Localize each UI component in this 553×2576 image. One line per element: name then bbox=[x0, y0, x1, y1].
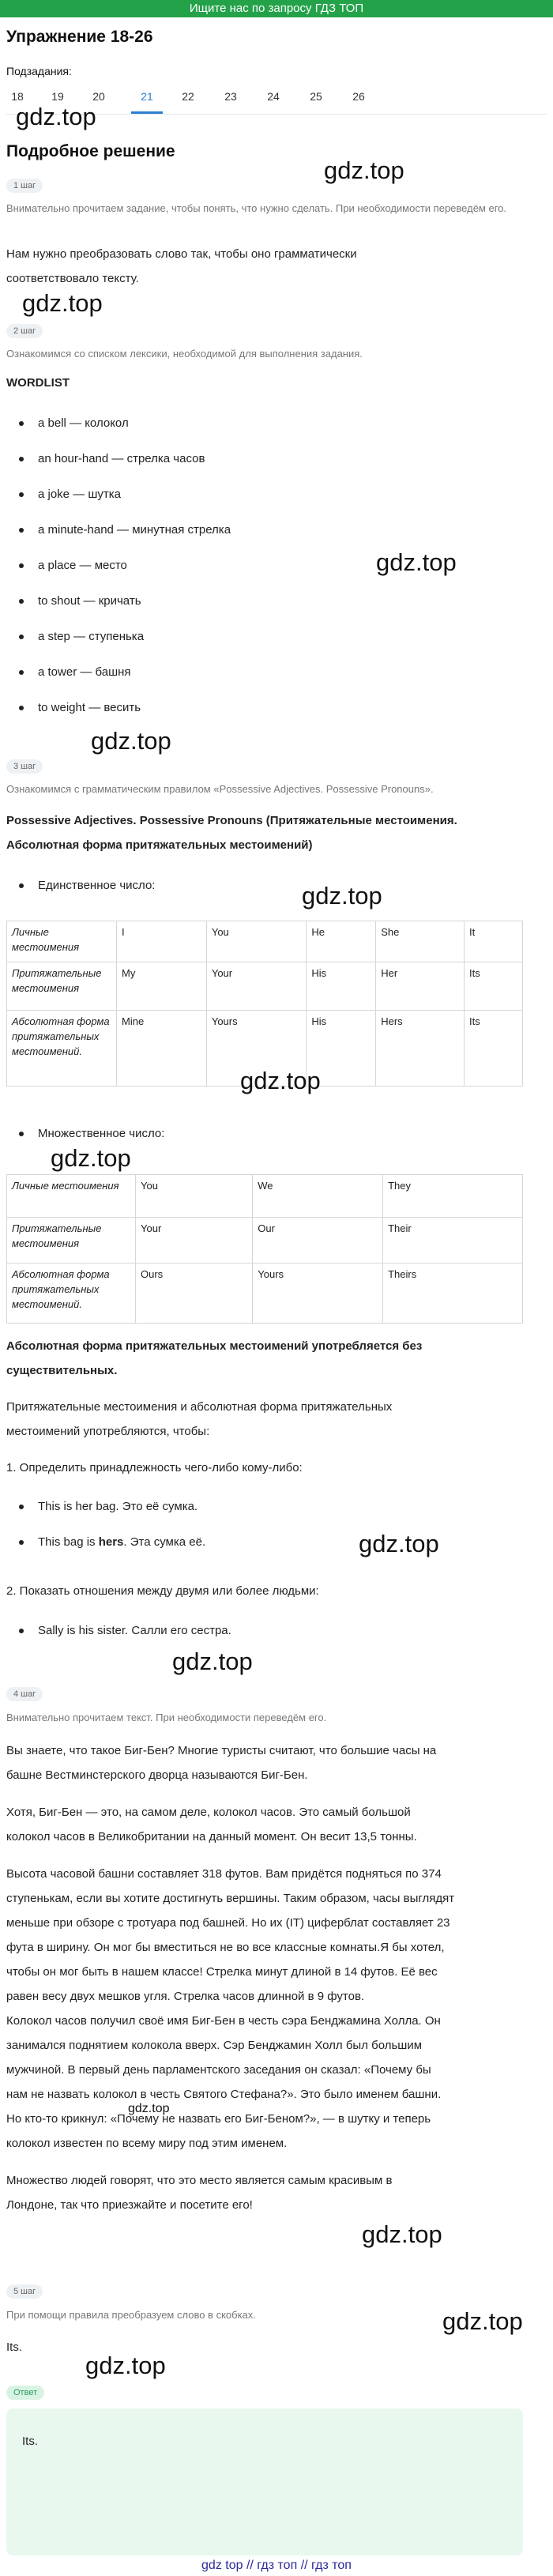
text-line: ступенькам, если вы хотите достигнуть вершины. Таким образом, часы выглядят bbox=[6, 1892, 455, 1905]
text-line: меньше при обзоре с тротуара под башней. Но их (IT) циферблат составляет 23 bbox=[6, 1916, 450, 1930]
tab-23[interactable]: 23 bbox=[224, 90, 237, 103]
table-cell: Her bbox=[376, 962, 465, 1011]
text-line: колокол часов в Великобритании на данный момент. Он весит 13,5 тонны. bbox=[6, 1830, 417, 1843]
text-line: Высота часовой башни составляет 318 футов. Вам придётся подняться по 374 bbox=[6, 1867, 442, 1881]
list-item: a place — место bbox=[6, 548, 512, 583]
search-banner: Ищите нас по запросу ГДЗ ТОП bbox=[0, 0, 553, 17]
table-cell: Your bbox=[136, 1218, 253, 1264]
example-highlight: hers bbox=[98, 1535, 124, 1549]
text-line: Множество людей говорят, что это место является самым красивым в bbox=[6, 2174, 393, 2187]
step-note: Внимательно прочитаем задание, чтобы понять, что нужно сделать. При необходимости переведём его. bbox=[6, 202, 506, 214]
rule-text: существительных. bbox=[6, 1364, 118, 1377]
tab-21[interactable]: 21 bbox=[141, 90, 153, 103]
list-item: a joke — шутка bbox=[6, 476, 512, 512]
text-line: нам не назвать колокол в честь Святого Стефана?». Это было именем башни. bbox=[6, 2088, 442, 2101]
table-cell: Притяжательные местоимения bbox=[7, 1218, 136, 1264]
list-item: to shout — кричать bbox=[6, 583, 512, 619]
example-text: . Эта сумка её. bbox=[123, 1535, 206, 1549]
table-cell: Абсолютная форма притяжательных местоимений. bbox=[7, 1264, 136, 1324]
table-cell: Its bbox=[465, 962, 523, 1011]
list-item: a bell — колокол bbox=[6, 405, 512, 441]
singular-label: Единственное число: bbox=[6, 868, 480, 903]
text-line: фута в ширину. Он мог бы вместиться не во все классные комнаты.Я бы хотел, bbox=[6, 1941, 445, 1954]
pronoun-table-plural bbox=[6, 1174, 523, 1324]
table-cell: His bbox=[307, 962, 376, 1011]
watermark: gdz.top bbox=[16, 103, 96, 130]
step-badge: 4 шаг bbox=[6, 1687, 43, 1701]
watermark: gdz.top bbox=[51, 1144, 131, 1172]
solution-heading: Подробное решение bbox=[6, 142, 175, 160]
table-cell: Our bbox=[253, 1218, 383, 1264]
text-line: мужчиной. В первый день парламентского заседания он сказал: «Почему бы bbox=[6, 2063, 431, 2077]
list-item: to weight — весить bbox=[6, 690, 512, 725]
subtasks-label: Подзадания: bbox=[6, 65, 72, 77]
table-cell: Абсолютная форма притяжательных местоимений. bbox=[7, 1011, 117, 1087]
rule-heading: Абсолютная форма притяжательных местоимений) bbox=[6, 838, 313, 852]
watermark: gdz.top bbox=[240, 1067, 321, 1094]
table-cell: Mine bbox=[117, 1011, 207, 1087]
table-cell: They bbox=[383, 1175, 523, 1218]
list-item: a minute-hand — минутная стрелка bbox=[6, 512, 512, 548]
watermark: gdz.top bbox=[91, 727, 171, 755]
table-cell: We bbox=[253, 1175, 383, 1218]
wordlist-heading: WORDLIST bbox=[6, 376, 70, 390]
table-cell: I bbox=[117, 921, 207, 962]
table-cell: Their bbox=[383, 1218, 523, 1264]
usage-text: Притяжательные местоимения и абсолютная форма притяжательных bbox=[6, 1400, 393, 1414]
example-item: Sally is his sister. Салли его сестра. bbox=[6, 1613, 480, 1648]
answer-label: Ответ bbox=[6, 2386, 44, 2400]
answer-box bbox=[6, 2408, 523, 2555]
table-cell: His bbox=[307, 1011, 376, 1087]
active-tab-indicator bbox=[131, 111, 163, 114]
list-item: an hour-hand — стрелка часов bbox=[6, 441, 512, 476]
text-line: Хотя, Биг-Бен — это, на самом деле, колокол часов. Это самый большой bbox=[6, 1806, 411, 1819]
step-note: При помощи правила преобразуем слово в скобках. bbox=[6, 2309, 256, 2321]
usage-point: 2. Показать отношения между двумя или более людьми: bbox=[6, 1584, 319, 1598]
table-cell: You bbox=[136, 1175, 253, 1218]
example-item: This is her bag. Это её сумка. bbox=[6, 1489, 480, 1524]
reading-text bbox=[6, 1738, 544, 2217]
table-cell: Личные местоимения bbox=[7, 1175, 136, 1218]
watermark: gdz.top bbox=[362, 2220, 442, 2248]
step-badge: 3 шаг bbox=[6, 759, 43, 774]
text-line: Лондоне, так что приезжайте и посетите его! bbox=[6, 2198, 253, 2212]
table-cell: Your bbox=[206, 962, 307, 1011]
table-cell: Притяжательные местоимения bbox=[7, 962, 117, 1011]
watermark: gdz.top bbox=[85, 2352, 166, 2379]
watermark: gdz.top bbox=[359, 1530, 439, 1557]
table-cell: He bbox=[307, 921, 376, 962]
text-line: Колокол часов получил своё имя Биг-Бен в честь сэра Бенджамина Холла. Он bbox=[6, 2014, 441, 2028]
watermark: gdz.top bbox=[442, 2307, 523, 2335]
step-note: Ознакомимся со списком лексики, необходимой для выполнения задания. bbox=[6, 348, 363, 360]
answer-text: Its. bbox=[22, 2435, 39, 2448]
list-item: a step — ступенька bbox=[6, 619, 512, 654]
tab-24[interactable]: 24 bbox=[267, 90, 280, 103]
table-cell: Личные местоимения bbox=[7, 921, 117, 962]
table-cell: My bbox=[117, 962, 207, 1011]
step-badge: 1 шаг bbox=[6, 179, 43, 193]
usage-point: 1. Определить принадлежность чего-либо кому-либо: bbox=[6, 1461, 303, 1474]
table-cell: Yours bbox=[253, 1264, 383, 1324]
tab-19[interactable]: 19 bbox=[51, 90, 64, 103]
watermark: gdz.top bbox=[22, 289, 103, 317]
example-text: This bag is bbox=[38, 1535, 99, 1549]
watermark: gdz.top bbox=[324, 156, 404, 184]
text-line: Но кто-то крикнул: «Почему не назвать его Биг-Беном?», — в шутку и теперь bbox=[6, 2112, 431, 2126]
usage-text: местоимений употребляются, чтобы: bbox=[6, 1425, 210, 1438]
table-cell: Hers bbox=[376, 1011, 465, 1087]
step-badge: 2 шаг bbox=[6, 324, 43, 338]
table-cell: You bbox=[206, 921, 307, 962]
plural-label: Множественное число: bbox=[6, 1116, 480, 1151]
step-text: Нам нужно преобразовать слово так, чтобы оно грамматически соответствовало тексту. bbox=[6, 247, 357, 285]
tab-25[interactable]: 25 bbox=[310, 90, 322, 103]
table-cell: She bbox=[376, 921, 465, 962]
table-cell: Yours bbox=[206, 1011, 307, 1087]
step-note: Внимательно прочитаем текст. При необходимости переведём его. bbox=[6, 1712, 327, 1723]
page-title: Упражнение 18-26 bbox=[6, 28, 153, 46]
watermark: gdz.top bbox=[172, 1648, 253, 1675]
table-cell: Theirs bbox=[383, 1264, 523, 1324]
list-item: a tower — башня bbox=[6, 654, 512, 690]
watermark: gdz.top bbox=[128, 2102, 170, 2115]
text-line: башне Вестминстерского дворца называются Биг-Бен. bbox=[6, 1768, 308, 1782]
text-line: Вы знаете, что такое Биг-Бен? Многие туристы считают, что большие часы на bbox=[6, 1744, 437, 1757]
step-note: Ознакомимся с грамматическим правилом «Possessive Adjectives. Possessive Pronouns». bbox=[6, 783, 434, 795]
pronoun-table-singular bbox=[6, 921, 523, 1087]
watermark: gdz.top bbox=[376, 548, 457, 576]
table-cell: Ours bbox=[136, 1264, 253, 1324]
text-line: занимался поднятием колокола вверх. Сэр Бенджамин Холл был большим bbox=[6, 2039, 423, 2052]
step-text: Its. bbox=[6, 2341, 23, 2354]
table-cell: Its bbox=[465, 1011, 523, 1087]
table-cell: It bbox=[465, 921, 523, 962]
tab-20[interactable]: 20 bbox=[92, 90, 105, 103]
tab-22[interactable]: 22 bbox=[182, 90, 194, 103]
text-line: чтобы он мог быть в нашем классе! Стрелка минут длиной в 14 футов. Её вес bbox=[6, 1965, 438, 1979]
tab-26[interactable]: 26 bbox=[352, 90, 365, 103]
rule-text: Абсолютная форма притяжательных местоимений употребляется без bbox=[6, 1339, 423, 1353]
watermark: gdz.top bbox=[302, 882, 382, 910]
text-line: колокол известен по всему миру под этим именем. bbox=[6, 2137, 288, 2150]
footer-links[interactable]: gdz top // гдз топ // гдз топ bbox=[0, 2559, 553, 2576]
rule-heading: Possessive Adjectives. Possessive Pronouns (Притяжательные местоимения. bbox=[6, 814, 457, 827]
text-line: равен весу двух мешков угля. Стрелка часов длинной в 9 футов. bbox=[6, 1990, 365, 2003]
step-badge: 5 шаг bbox=[6, 2284, 43, 2299]
tab-18[interactable]: 18 bbox=[11, 90, 24, 103]
